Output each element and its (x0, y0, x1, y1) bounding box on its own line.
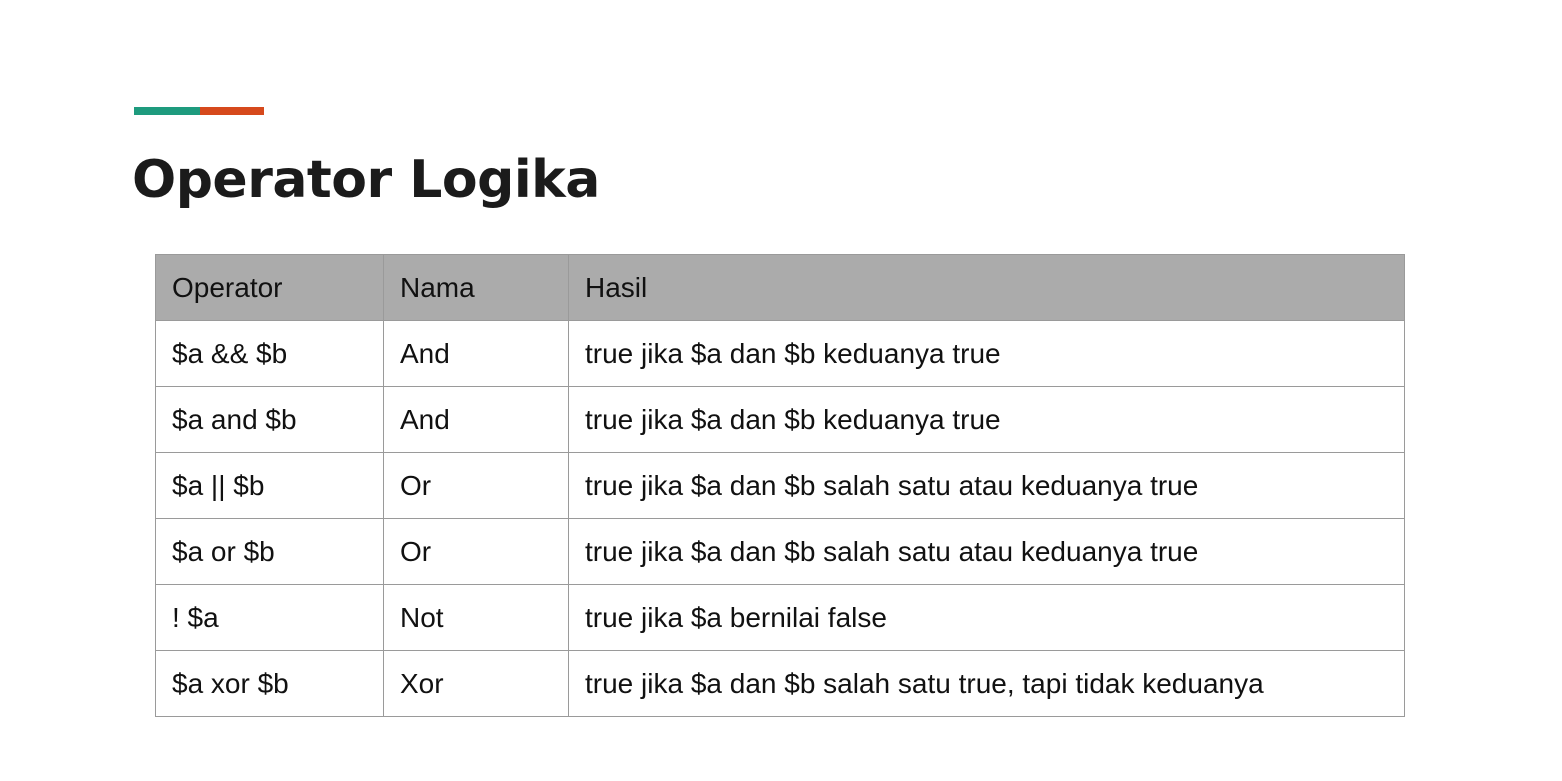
table-row (156, 387, 1405, 453)
slide-title: Operator Logika (132, 150, 600, 210)
table-header-row (156, 255, 1405, 321)
table-row (156, 519, 1405, 585)
hasil-cell: true jika $a dan $b keduanya true (569, 387, 1405, 453)
title-accent-bar (134, 107, 264, 115)
logical-operators-table (155, 254, 1405, 717)
nama-cell: Or (384, 519, 569, 585)
hasil-cell: true jika $a dan $b salah satu true, tapi tidak keduanya (569, 651, 1405, 717)
accent-bar-orange-segment (200, 107, 264, 115)
hasil-cell: true jika $a bernilai false (569, 585, 1405, 651)
operator-cell: $a xor $b (156, 651, 384, 717)
operator-cell: $a and $b (156, 387, 384, 453)
hasil-cell: true jika $a dan $b salah satu atau keduanya true (569, 453, 1405, 519)
operator-cell: ! $a (156, 585, 384, 651)
nama-cell: And (384, 387, 569, 453)
accent-bar-teal-segment (134, 107, 200, 115)
column-header-hasil: Hasil (569, 255, 1405, 321)
operator-cell: $a || $b (156, 453, 384, 519)
operator-cell: $a && $b (156, 321, 384, 387)
table-row (156, 453, 1405, 519)
nama-cell: Xor (384, 651, 569, 717)
nama-cell: And (384, 321, 569, 387)
hasil-cell: true jika $a dan $b salah satu atau keduanya true (569, 519, 1405, 585)
table-row (156, 585, 1405, 651)
column-header-nama: Nama (384, 255, 569, 321)
nama-cell: Not (384, 585, 569, 651)
operator-cell: $a or $b (156, 519, 384, 585)
column-header-operator: Operator (156, 255, 384, 321)
table-row (156, 321, 1405, 387)
table-row (156, 651, 1405, 717)
nama-cell: Or (384, 453, 569, 519)
hasil-cell: true jika $a dan $b keduanya true (569, 321, 1405, 387)
